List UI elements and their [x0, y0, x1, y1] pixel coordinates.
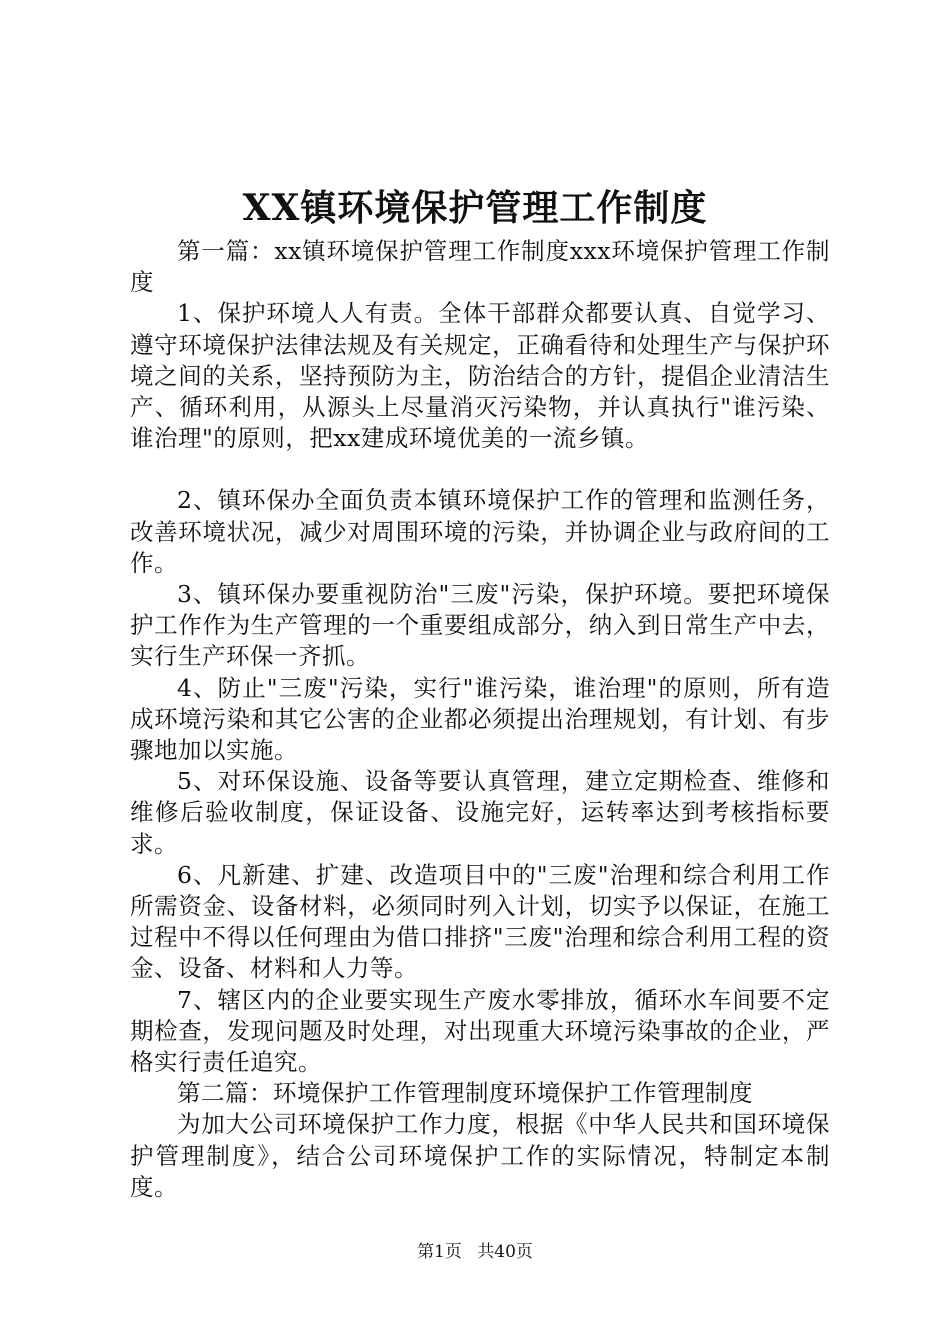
- page-number: 第1页: [417, 1242, 462, 1262]
- paragraph-item-1: 1、保护环境人人有责。全体干部群众都要认真、自觉学习、遵守环境保护法律法规及有关规定，正确看待和处理生产与保护环境之间的关系，坚持预防为主，防治结合的方针，提倡企业清洁生产、循环利用，从源头上尽量消灭污染物，并认真执行"谁污染、谁治理"的原则，把xx建成环境优美的一流乡镇。: [130, 299, 830, 453]
- paragraph-part-two-intro: 为加大公司环境保护工作力度，根据《中华人民共和国环境保护管理制度》，结合公司环境保护工作的实际情况，特制定本制度。: [130, 1110, 830, 1201]
- paragraph-item-5: 5、对环保设施、设备等要认真管理，建立定期检查、维修和维修后验收制度，保证设备、设施完好，运转率达到考核指标要求。: [130, 767, 830, 858]
- paragraph-item-3: 3、镇环保办要重视防治"三废"污染，保护环境。要把环境保护工作作为生产管理的一个重要组成部分，纳入到日常生产中去，实行生产环保一齐抓。: [130, 580, 830, 671]
- paragraph-item-6: 6、凡新建、扩建、改造项目中的"三废"治理和综合利用工作所需资金、设备材料，必须同时列入计划，切实予以保证，在施工过程中不得以任何理由为借口排挤"三废"治理和综合利用工程的资金、设备、材料和人力等。: [130, 860, 830, 983]
- paragraph-item-7: 7、辖区内的企业要实现生产废水零排放，循环水车间要不定期检查，发现问题及时处理，对出现重大环境污染事故的企业，严格实行责任追究。: [130, 985, 830, 1077]
- document-title: XX镇环境保护管理工作制度: [242, 187, 708, 229]
- paragraph-part-two-heading: 第二篇：环境保护工作管理制度环境保护工作管理制度: [177, 1079, 753, 1108]
- document-body: [130, 236, 830, 1203]
- page-total: 共40页: [477, 1242, 533, 1262]
- paragraph-item-4: 4、防止"三废"污染，实行"谁污染，谁治理"的原则，所有造成环境污染和其它公害的企业都必须提出治理规划，有计划、有步骤地加以实施。: [130, 673, 830, 765]
- paragraph-item-2: 2、镇环保办全面负责本镇环境保护工作的管理和监测任务，改善环境状况，减少对周围环境的污染，并协调企业与政府间的工作。: [130, 486, 830, 577]
- paragraph-part-one-heading: 第一篇：xx镇环境保护管理工作制度xxx环境保护管理工作制度: [130, 237, 830, 297]
- page-footer: [0, 1240, 950, 1264]
